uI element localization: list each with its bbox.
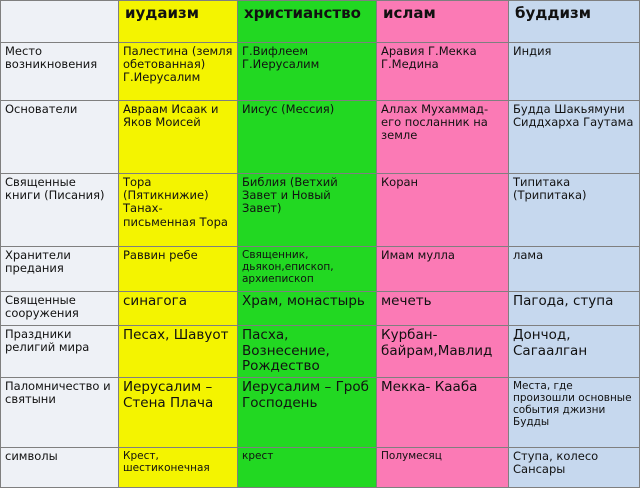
table-cell: Библия (Ветхий Завет и Новый Завет) <box>238 174 377 247</box>
table-row-holidays <box>1 326 640 378</box>
table-cell: Пасха, Вознесение, Рождество <box>238 326 377 378</box>
table-cell: синагога <box>119 292 238 326</box>
table-cell: Аллах Мухаммад- его посланник на земле <box>377 101 509 174</box>
table-cell: лама <box>509 247 640 292</box>
table-cell: Индия <box>509 43 640 101</box>
header-judaism: иудаизм <box>119 1 238 43</box>
table-row-scriptures <box>1 174 640 247</box>
table-cell: Полумесяц <box>377 448 509 488</box>
row-label: Основатели <box>1 101 119 174</box>
table-cell: Имам мулла <box>377 247 509 292</box>
row-label: Священные сооружения <box>1 292 119 326</box>
table-cell: Авраам Исаак и Яков Моисей <box>119 101 238 174</box>
table-cell: Храм, монастырь <box>238 292 377 326</box>
header-islam: ислам <box>377 1 509 43</box>
table-cell: Аравия Г.Мекка Г.Медина <box>377 43 509 101</box>
header-corner-cell <box>1 1 119 43</box>
table-cell: Будда Шакьямуни Сиддхарха Гаутама <box>509 101 640 174</box>
row-label: Место возникновения <box>1 43 119 101</box>
table-cell: Иисус (Мессия) <box>238 101 377 174</box>
row-label: Паломничество и святыни <box>1 378 119 448</box>
table-row-pilgrimage <box>1 378 640 448</box>
table-cell: Крест, шестиконечная <box>119 448 238 488</box>
row-label: Праздники религий мира <box>1 326 119 378</box>
table-cell: Иерусалим – Стена Плача <box>119 378 238 448</box>
table-cell: Раввин ребе <box>119 247 238 292</box>
table-header-row <box>1 1 640 43</box>
table-row-origin <box>1 43 640 101</box>
table-row-buildings <box>1 292 640 326</box>
table-cell: Курбан- байрам,Мавлид <box>377 326 509 378</box>
header-christianity: христианство <box>238 1 377 43</box>
row-label: символы <box>1 448 119 488</box>
table-cell: Пагода, ступа <box>509 292 640 326</box>
table-cell: Мекка- Кааба <box>377 378 509 448</box>
table-row-founders <box>1 101 640 174</box>
table-cell: Песах, Шавуот <box>119 326 238 378</box>
table-cell: Тора (Пятикнижие) Танах- письменная Тора <box>119 174 238 247</box>
table-cell: Типитака (Трипитака) <box>509 174 640 247</box>
table-cell: Коран <box>377 174 509 247</box>
table-cell: Места, где произошли основные события джизни Будды <box>509 378 640 448</box>
table-cell: крест <box>238 448 377 488</box>
row-label: Священные книги (Писания) <box>1 174 119 247</box>
table-cell: Г.Вифлеем Г.Иерусалим <box>238 43 377 101</box>
table-cell: Ступа, колесо Сансары <box>509 448 640 488</box>
table-row-symbols <box>1 448 640 488</box>
table-cell: Священник, дьякон,епископ, архиепископ <box>238 247 377 292</box>
row-label: Хранители предания <box>1 247 119 292</box>
table-cell: Палестина (земля обетованная) Г.Иерусалим <box>119 43 238 101</box>
table-cell: Дончод, Сагаалган <box>509 326 640 378</box>
table-cell: мечеть <box>377 292 509 326</box>
table-cell: Иерусалим – Гроб Господень <box>238 378 377 448</box>
header-buddhism: буддизм <box>509 1 640 43</box>
table-row-keepers <box>1 247 640 292</box>
